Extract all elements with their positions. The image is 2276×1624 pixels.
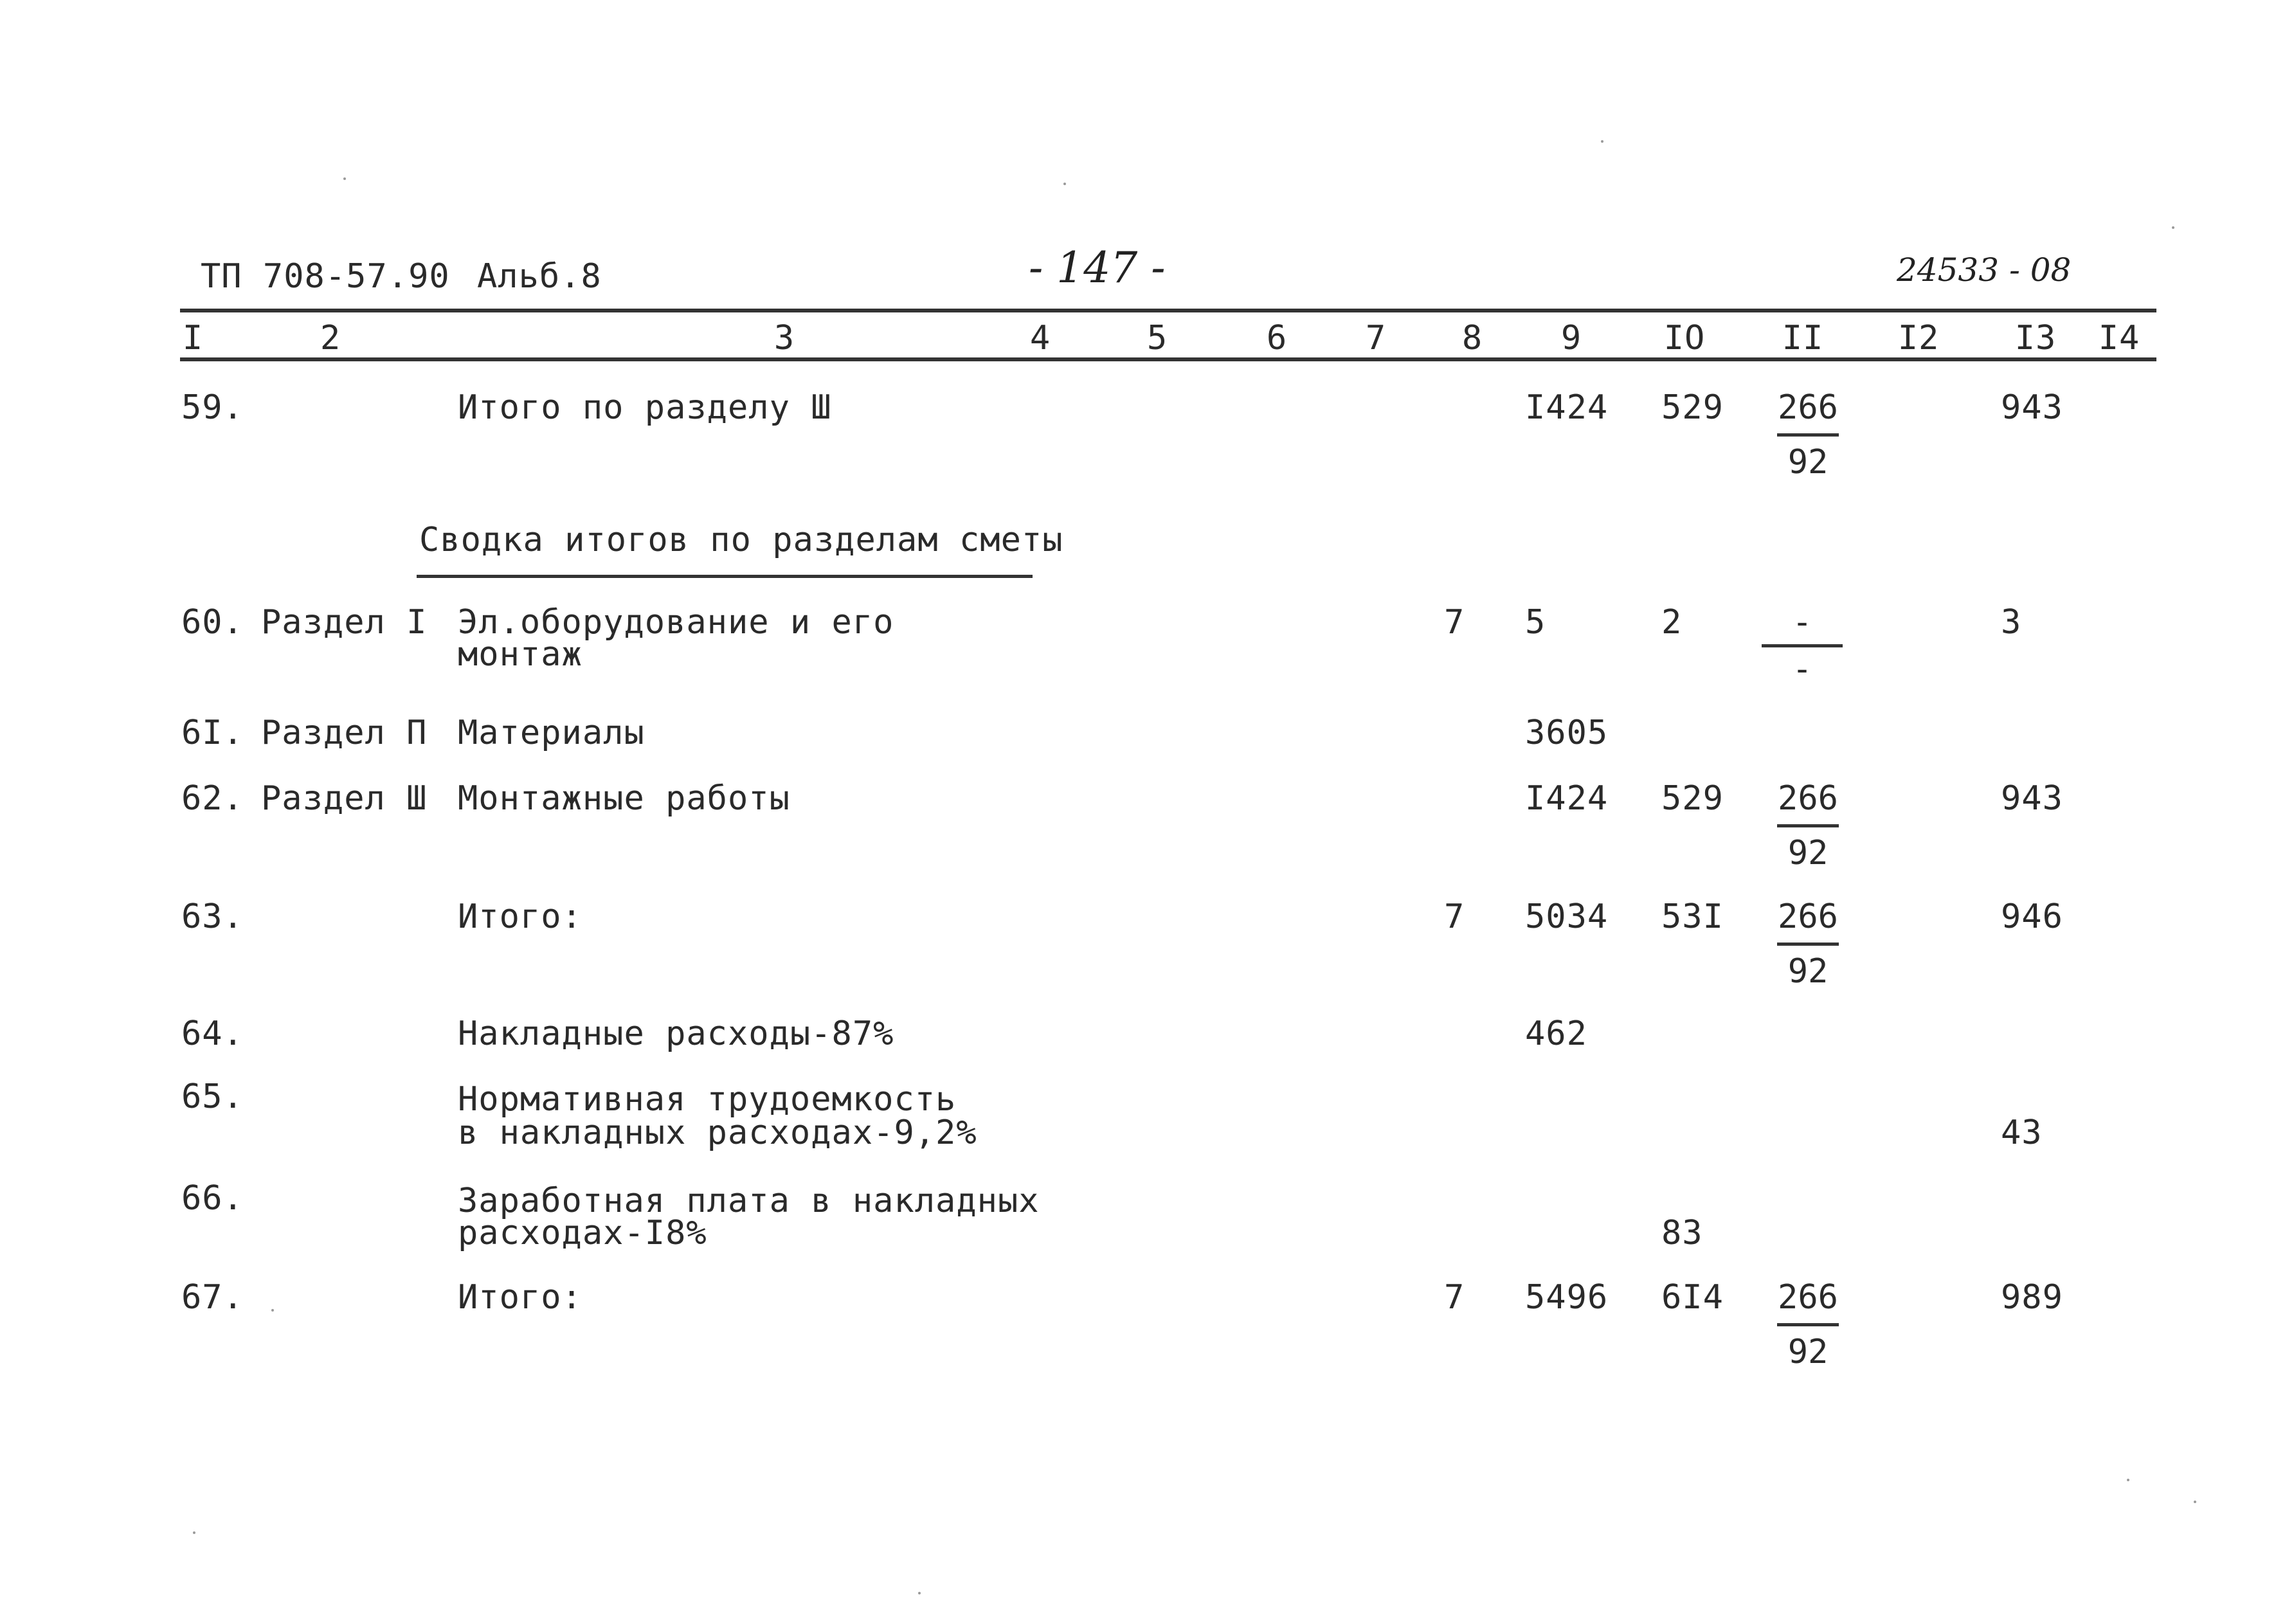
row-67-description: Итого: bbox=[458, 1278, 583, 1317]
column-header-10: IO bbox=[1663, 319, 1706, 357]
column-header-6: 6 bbox=[1266, 319, 1288, 357]
row-60-section: Раздел I bbox=[261, 603, 428, 642]
fraction-denominator: 92 bbox=[1787, 443, 1829, 482]
fraction-bar bbox=[1777, 943, 1839, 946]
row-61-description: Материалы bbox=[458, 714, 645, 752]
row-60-description-line2: монтаж bbox=[458, 635, 583, 674]
column-header-1: I bbox=[182, 319, 204, 357]
column-header-12: I2 bbox=[1897, 319, 1940, 357]
row-67-number: 67. bbox=[181, 1278, 244, 1317]
scan-speck bbox=[271, 1309, 274, 1312]
row-62-section: Раздел Ш bbox=[261, 779, 428, 818]
row-60-col10: 2 bbox=[1661, 603, 1683, 642]
row-62-col13: 943 bbox=[2001, 779, 2063, 818]
row-63-col8: 7 bbox=[1444, 898, 1465, 936]
row-61-number: 6I. bbox=[181, 714, 244, 752]
row-63-col9: 5034 bbox=[1525, 898, 1609, 936]
row-63-col10: 53I bbox=[1661, 898, 1724, 936]
row-64-col9: 462 bbox=[1525, 1015, 1587, 1053]
row-60-number: 60. bbox=[181, 603, 244, 642]
row-65-number: 65. bbox=[181, 1078, 244, 1116]
column-header-13: I3 bbox=[2014, 319, 2057, 357]
row-67-col8: 7 bbox=[1444, 1278, 1465, 1317]
row-62-col10: 529 bbox=[1661, 779, 1724, 818]
row-63-description: Итого: bbox=[458, 898, 583, 936]
fraction-numerator: 266 bbox=[1778, 388, 1838, 427]
column-header-14: I4 bbox=[2098, 319, 2140, 357]
scan-speck bbox=[2172, 226, 2174, 229]
scan-speck bbox=[343, 177, 346, 180]
fraction-numerator: - bbox=[1792, 603, 1812, 642]
row-65-col13: 43 bbox=[2001, 1114, 2043, 1152]
row-65-description-line2: в накладных расходах-9,2% bbox=[458, 1114, 977, 1152]
row-62-col11-fraction bbox=[1777, 780, 1839, 871]
fraction-denominator: - bbox=[1792, 650, 1812, 689]
document-code: ТП 708-57.90 bbox=[201, 257, 450, 296]
fraction-bar bbox=[1777, 824, 1839, 827]
column-header-11: II bbox=[1782, 319, 1824, 357]
row-63-col13: 946 bbox=[2001, 898, 2063, 936]
row-60-col9: 5 bbox=[1525, 603, 1546, 642]
row-66-description-line1: Заработная плата в накладных bbox=[458, 1182, 1040, 1220]
row-60-col13: 3 bbox=[2001, 603, 2022, 642]
row-60-col8: 7 bbox=[1444, 603, 1465, 642]
row-59-number: 59. bbox=[181, 388, 244, 427]
row-67-col13: 989 bbox=[2001, 1278, 2063, 1317]
row-64-description: Накладные расходы-87% bbox=[458, 1015, 894, 1053]
scan-speck bbox=[193, 1531, 195, 1534]
fraction-numerator: 266 bbox=[1778, 898, 1838, 936]
row-67-col9: 5496 bbox=[1525, 1278, 1609, 1317]
column-header-9: 9 bbox=[1560, 319, 1582, 357]
page-number: - 147 - bbox=[1029, 243, 1166, 293]
row-60-description-line1: Эл.оборудование и его bbox=[458, 603, 894, 642]
row-59-col11-fraction bbox=[1777, 390, 1839, 480]
fraction-numerator: 266 bbox=[1778, 1278, 1838, 1317]
row-67-col10: 6I4 bbox=[1661, 1278, 1724, 1317]
row-63-col11-fraction bbox=[1777, 899, 1839, 989]
fraction-denominator: 92 bbox=[1787, 1333, 1829, 1371]
scan-speck bbox=[1063, 183, 1066, 185]
row-59-description: Итого по разделу Ш bbox=[458, 388, 832, 427]
scan-speck bbox=[918, 1592, 921, 1594]
fraction-bar bbox=[1777, 1323, 1839, 1326]
row-62-col9: I424 bbox=[1525, 779, 1609, 818]
column-header-3: 3 bbox=[773, 319, 795, 357]
fraction-denominator: 92 bbox=[1787, 952, 1829, 991]
row-66-col10: 83 bbox=[1661, 1214, 1703, 1252]
fraction-bar bbox=[1777, 433, 1839, 437]
column-header-5: 5 bbox=[1146, 319, 1168, 357]
summary-title-underline bbox=[417, 575, 1033, 578]
row-67-col11-fraction bbox=[1777, 1279, 1839, 1370]
row-63-number: 63. bbox=[181, 898, 244, 936]
header-bottom-rule bbox=[180, 357, 2156, 361]
row-62-description: Монтажные работы bbox=[458, 779, 790, 818]
row-59-col9: I424 bbox=[1525, 388, 1609, 427]
row-60-col11-fraction bbox=[1762, 604, 1843, 687]
scan-speck bbox=[1601, 140, 1603, 143]
column-header-2: 2 bbox=[320, 319, 341, 357]
scan-speck bbox=[2127, 1479, 2129, 1481]
fraction-numerator: 266 bbox=[1778, 779, 1838, 818]
row-59-col13: 943 bbox=[2001, 388, 2063, 427]
album-label: Альб.8 bbox=[477, 257, 602, 296]
row-61-col9: 3605 bbox=[1525, 714, 1609, 752]
column-header-8: 8 bbox=[1461, 319, 1483, 357]
row-64-number: 64. bbox=[181, 1015, 244, 1053]
row-66-description-line2: расходах-I8% bbox=[458, 1214, 707, 1252]
row-62-number: 62. bbox=[181, 779, 244, 818]
column-header-7: 7 bbox=[1365, 319, 1387, 357]
row-66-number: 66. bbox=[181, 1179, 244, 1218]
row-61-section: Раздел П bbox=[261, 714, 428, 752]
row-59-col10: 529 bbox=[1661, 388, 1724, 427]
fraction-bar bbox=[1762, 644, 1843, 647]
fraction-denominator: 92 bbox=[1787, 834, 1829, 872]
scan-speck bbox=[2194, 1501, 2196, 1503]
summary-section-title: Сводка итогов по разделам сметы bbox=[419, 521, 1063, 559]
inventory-number: 24533 - 08 bbox=[1897, 251, 2072, 289]
row-65-description-line1: Нормативная трудоемкость bbox=[458, 1080, 957, 1119]
header-top-rule bbox=[180, 309, 2156, 312]
column-header-4: 4 bbox=[1029, 319, 1051, 357]
